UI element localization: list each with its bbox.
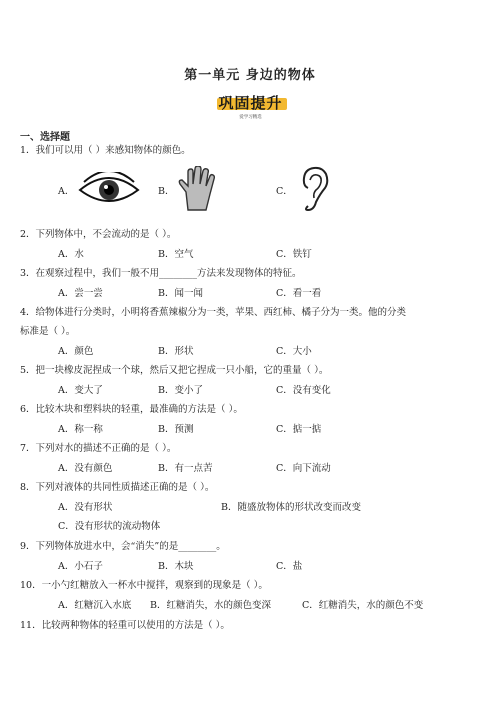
question-10: 10．一小勺红糖放入一杯水中搅拌，观察到的现象是（ ）。 bbox=[20, 580, 268, 591]
question-2: 2．下列物体中，不会流动的是（ ）。 bbox=[20, 229, 177, 240]
q10-option-c: C．红糖消失，水的颜色不变 bbox=[302, 600, 424, 611]
q4-option-b: B．形状 bbox=[158, 346, 194, 357]
q2-option-a: A．水 bbox=[58, 249, 84, 260]
banner-text: 巩固提升 bbox=[218, 94, 283, 112]
q2-option-c: C．铁钉 bbox=[276, 249, 312, 260]
question-1: 1．我们可以用（ ）来感知物体的颜色。 bbox=[20, 145, 191, 156]
q5-option-c: C．没有变化 bbox=[276, 385, 331, 396]
q7-option-c: C．向下流动 bbox=[276, 463, 331, 474]
q9-option-c: C．盐 bbox=[276, 561, 303, 572]
question-3: 3．在观察过程中，我们一般不用________方法来发现物体的特征。 bbox=[20, 268, 302, 279]
question-4-cont: 标准是（ ）。 bbox=[20, 326, 76, 337]
eye-icon bbox=[78, 172, 140, 208]
q1-option-b: B． bbox=[158, 186, 175, 197]
ear-icon bbox=[300, 166, 330, 212]
question-9: 9．下列物体放进水中，会“消失”的是________。 bbox=[20, 541, 226, 552]
q3-option-b: B．闻一闻 bbox=[158, 288, 203, 299]
q9-option-b: B．木块 bbox=[158, 561, 194, 572]
q4-option-c: C．大小 bbox=[276, 346, 312, 357]
q7-option-a: A．没有颜色 bbox=[58, 463, 113, 474]
q5-option-a: A．变大了 bbox=[58, 385, 103, 396]
question-8: 8．下列对液体的共同性质描述正确的是（ ）。 bbox=[20, 482, 215, 493]
q3-option-c: C．看一看 bbox=[276, 288, 322, 299]
banner bbox=[209, 92, 292, 122]
q10-option-b: B．红糖消失，水的颜色变深 bbox=[150, 600, 271, 611]
question-11: 11．比较两种物体的轻重可以使用的方法是（ ）。 bbox=[20, 620, 230, 631]
q9-option-a: A．小石子 bbox=[58, 561, 103, 572]
page-title: 第一单元 身边的物体 bbox=[184, 68, 316, 83]
question-4: 4．给物体进行分类时，小明将香蕉辣椒分为一类，苹果、西红柿、橘子分为一类。他的分类 bbox=[20, 307, 407, 318]
q4-option-a: A．颜色 bbox=[58, 346, 94, 357]
q8-option-c: C．没有形状的流动物体 bbox=[58, 521, 161, 532]
question-7: 7．下列对水的描述不正确的是（ ）。 bbox=[20, 443, 177, 454]
q6-option-a: A．称一称 bbox=[58, 424, 103, 435]
q6-option-c: C．掂一掂 bbox=[276, 424, 322, 435]
question-6: 6．比较木块和塑料块的轻重，最准确的方法是（ ）。 bbox=[20, 404, 243, 415]
section-heading: 一、选择题 bbox=[20, 132, 70, 143]
q10-option-a: A．红糖沉入水底 bbox=[58, 600, 132, 611]
q3-option-a: A．尝一尝 bbox=[58, 288, 103, 299]
q5-option-b: B．变小了 bbox=[158, 385, 203, 396]
q8-option-b: B．随盛放物体的形状改变而改变 bbox=[221, 502, 361, 513]
q2-option-b: B．空气 bbox=[158, 249, 194, 260]
hand-icon bbox=[176, 166, 218, 212]
banner-subtext: 爱学习精选 bbox=[239, 115, 262, 120]
q1-option-a: A． bbox=[58, 186, 75, 197]
question-5: 5．把一块橡皮泥捏成一个球，然后又把它捏成一只小船，它的重量（ ）。 bbox=[20, 365, 329, 376]
q8-option-a: A．没有形状 bbox=[58, 502, 113, 513]
q7-option-b: B．有一点苦 bbox=[158, 463, 213, 474]
q6-option-b: B．预测 bbox=[158, 424, 194, 435]
q1-option-c: C． bbox=[276, 186, 293, 197]
